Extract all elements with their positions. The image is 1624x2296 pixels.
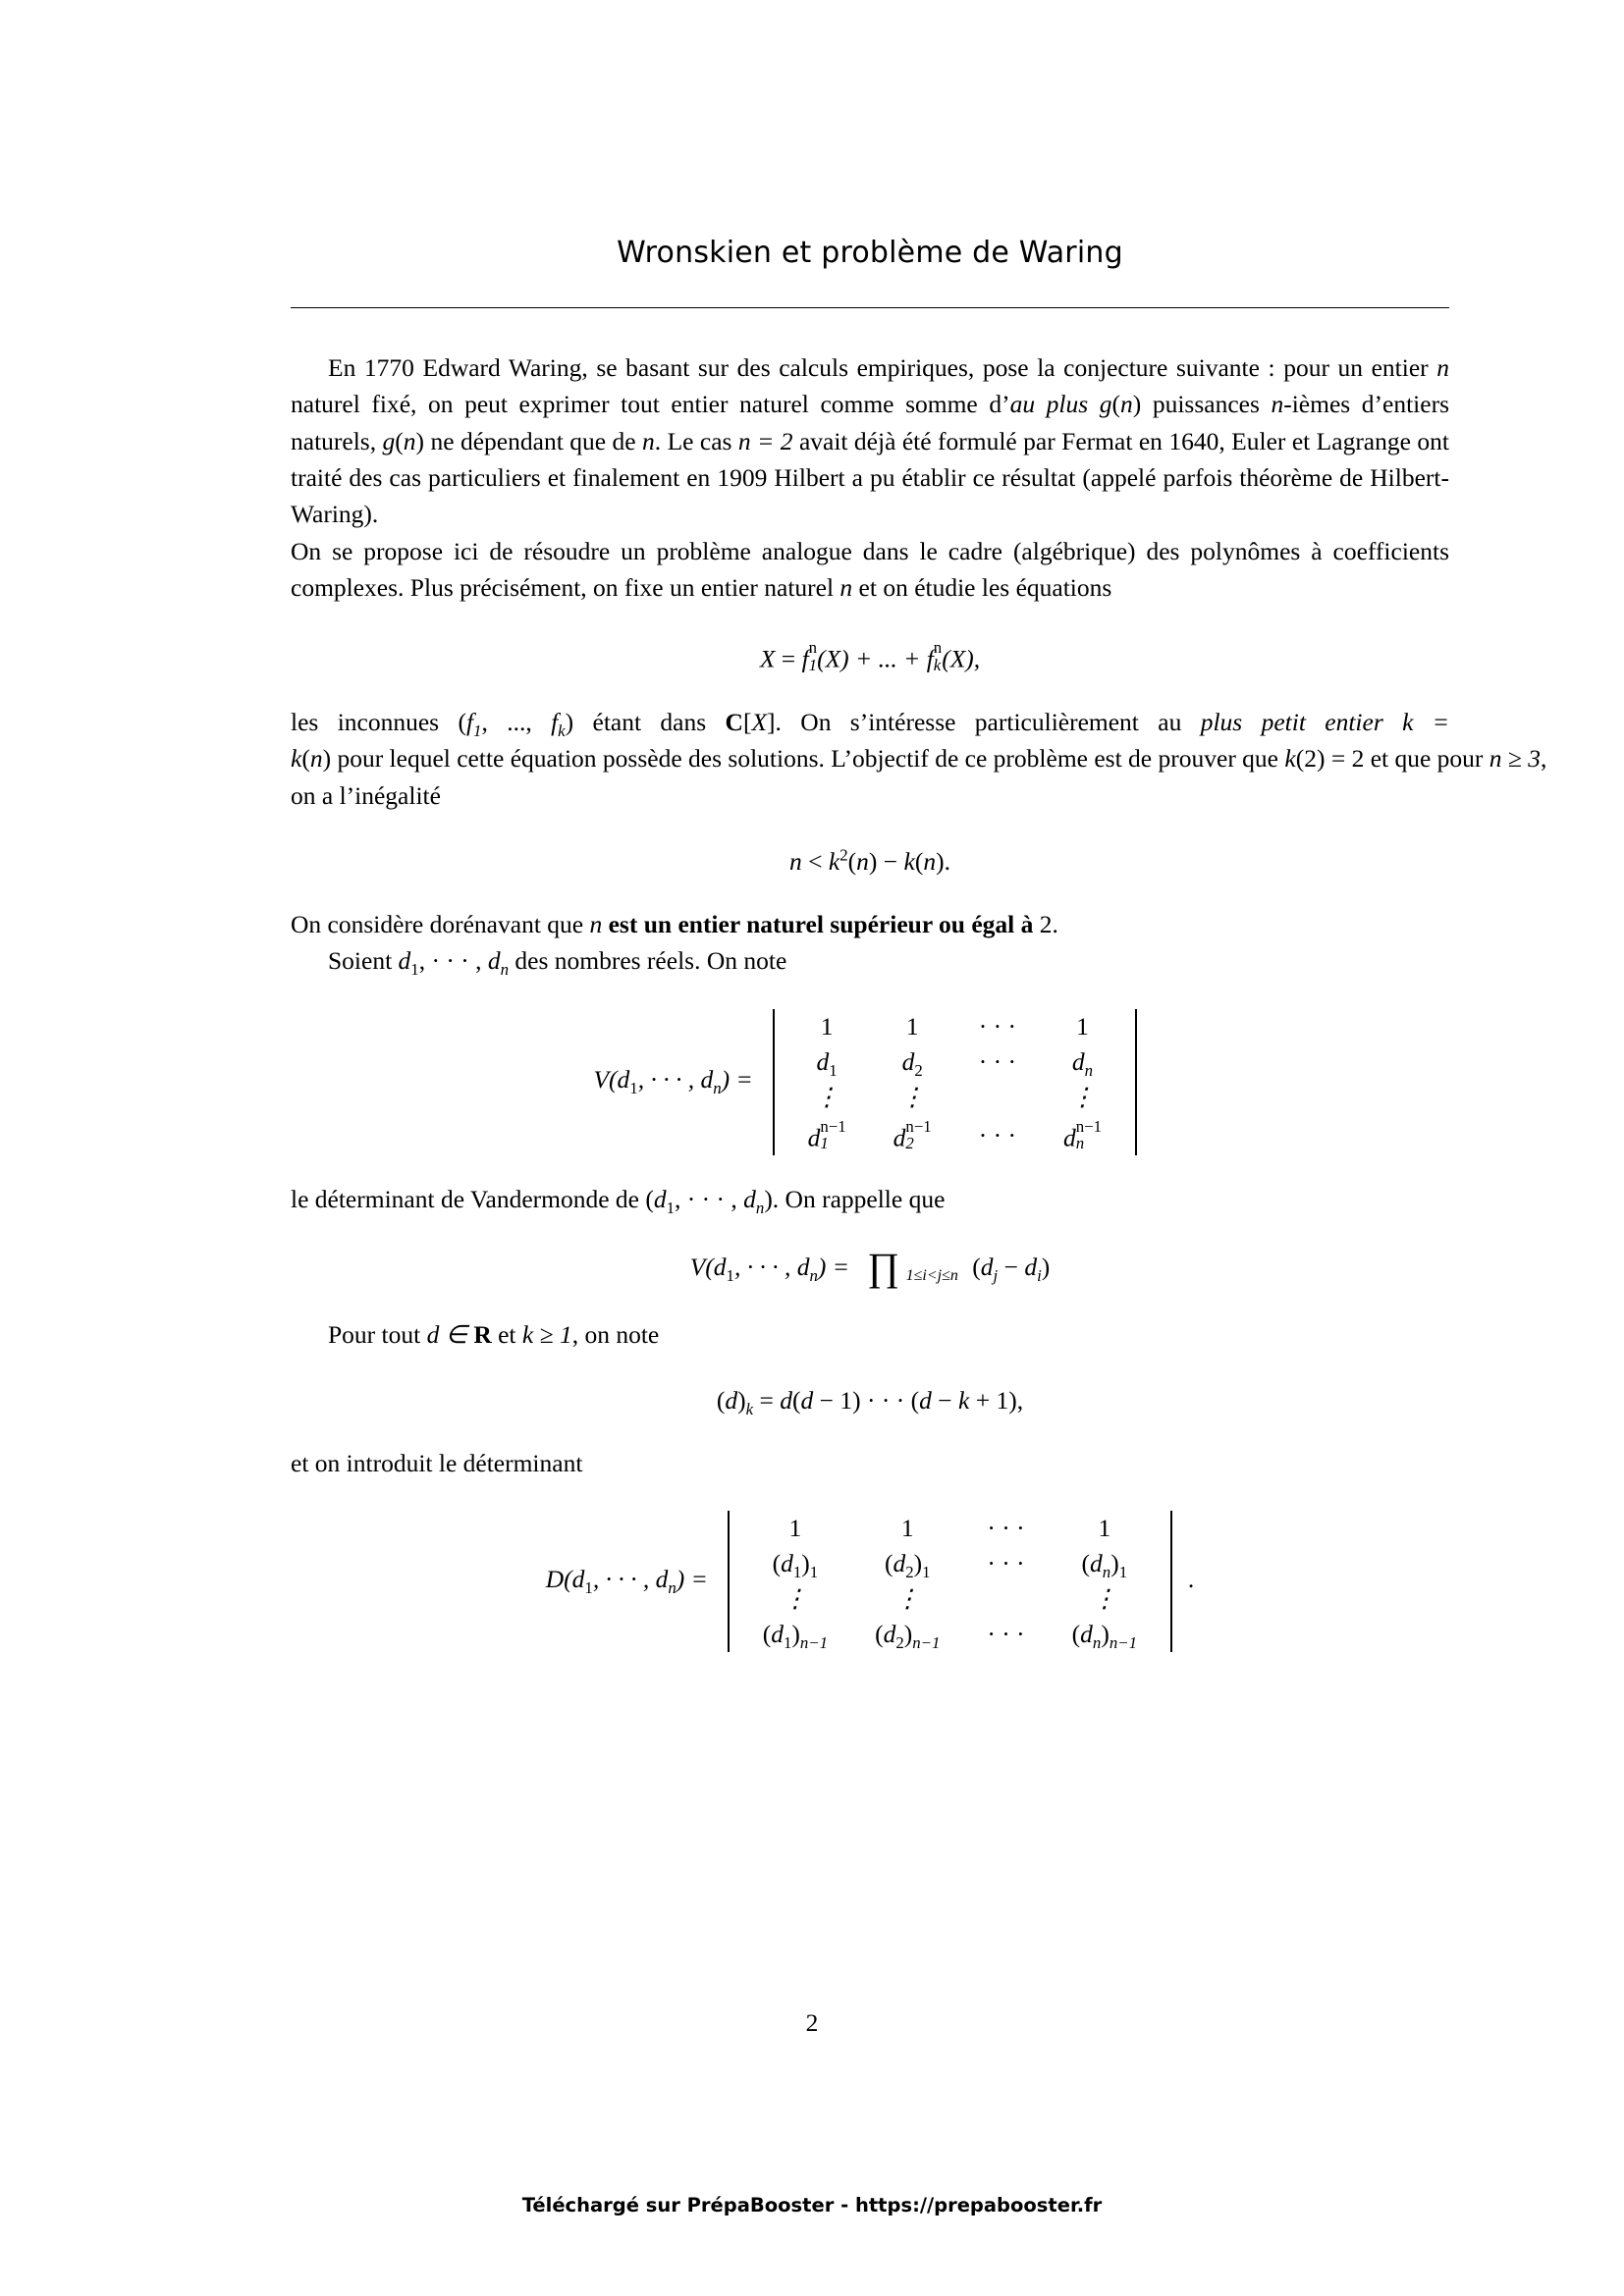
equation-vandermonde-determinant: [291, 1009, 1449, 1156]
equation-trailing-period: .: [1187, 1565, 1195, 1594]
table-row: d n−1 1 d n−1 2 · · · d n−1 n: [807, 1116, 1103, 1152]
paragraph-introduce-determinant: et on introduit le déterminant: [291, 1449, 583, 1478]
det-bar-right: [1170, 1511, 1172, 1652]
equation-waring-polynomials: X = f n 1 (X) + ... + f n k (X),: [759, 638, 981, 674]
determinant-bars-d: [718, 1511, 1181, 1652]
vandermonde-product-lhs: $V(d_1$, · · · , $d_n$) =: [689, 1252, 849, 1285]
det-bar-left: [728, 1511, 730, 1652]
paragraph-define-reals: Soient $d_1$, · · · , $d_n$ des nombres réels. On note: [328, 946, 787, 980]
paragraph-assumption: On considère dorénavant que n est un entier naturel supérieur ou égal à 2.: [291, 910, 1058, 939]
footer-attribution: Téléchargé sur PrépaBooster - https://prepabooster.fr: [521, 2194, 1103, 2216]
paragraph-polynomial-analogue: On se propose ici de résoudre un problème analogue dans le cadre (algébrique) des polynômes à coefficients complexes. Plus précisément, on fixe un entier naturel n et on étudie les équations: [291, 536, 1449, 603]
table-row: 1 1 · · · 1: [820, 1011, 1089, 1041]
determinant-bars: [763, 1009, 1146, 1156]
table-row: $(d_1)_1$ $(d_2)_1$ · · · $(d_n)_1$: [772, 1549, 1128, 1582]
det-bar-left: [773, 1009, 775, 1156]
f1-indices: n 1: [808, 638, 818, 674]
table-row: 1 1 · · · 1: [788, 1514, 1111, 1543]
product-limits: 1≤i<j≤n: [905, 1266, 958, 1284]
product-body: $(d_j - d_i)$: [972, 1252, 1051, 1285]
fk-indices: n k: [933, 638, 943, 674]
paragraph-waring-conjecture: En 1770 Edward Waring, se basant sur des calculs empiriques, pose la conjecture suivante : pour un entier n naturel fixé, on peut exprimer tout entier naturel comme somme d’au plus g(n) puissances n-ièmes d’entiers naturels, g(n) ne dépendant que de n. Le cas n = 2 avait déjà été formulé par Fermat en 1640, Euler et Lagrange ont traité des cas particuliers et finalement en 1909 Hilbert a pu établir ce résultat (appelé parfois théorème de Hilbert-Waring).: [291, 353, 1450, 529]
equation-inequality: $n < k^2(n) - k(n)$.: [789, 845, 950, 877]
page-content: [291, 0, 1547, 1678]
paragraph-pochhammer-intro: Pour tout d ∈ R et k ≥ 1, on note: [328, 1319, 660, 1349]
matrix-vandermonde: [785, 1009, 1125, 1156]
paragraph-vandermonde-recall: le déterminant de Vandermonde de ($d_1$, · · · , $d_n$). On rappelle que: [291, 1185, 946, 1218]
equation-pochhammer: $(d)_k = d(d - 1)$ · · · (d − k + 1),: [716, 1386, 1024, 1419]
paragraph-unknowns: les inconnues ($f_1$, ..., $f_k$) étant dans C[X]. On s’intéresse particulièrement au plus petit entier k = k(n) pour lequel cette équation possède des solutions. L’objectif de ce problème est de prouver que k(2) = 2 et que pour n ≥ 3, on a l’inégalité: [291, 708, 1547, 810]
vandermonde-lhs: $V(d_1$, · · · , $d_n$) =: [593, 1065, 753, 1098]
table-row: ⋮ ⋮ ⋮: [783, 1584, 1117, 1614]
det-bar-right: [1135, 1009, 1137, 1156]
page-title: Wronskien et problème de Waring: [617, 236, 1123, 270]
table-row: $d_1$ $d_2$ · · · $d_n$: [816, 1046, 1094, 1080]
equation-vandermonde-product: [291, 1244, 1449, 1289]
product-operator: [867, 1244, 958, 1289]
matrix-d: [739, 1511, 1161, 1652]
table-row: ⋮ ⋮ ⋮: [814, 1082, 1096, 1111]
table-row: $(d_1)_{n-1}$ $(d_2)_{n-1}$ · · · $(d_n)_{n-1}$: [762, 1620, 1138, 1653]
d-determinant-lhs: $D(d_1$, · · · , $d_n$) =: [545, 1565, 708, 1598]
product-symbol: ∏: [867, 1244, 900, 1289]
page-number: 2: [805, 2008, 819, 2037]
equation-d-determinant: [291, 1511, 1449, 1652]
title-divider: [291, 307, 1449, 308]
